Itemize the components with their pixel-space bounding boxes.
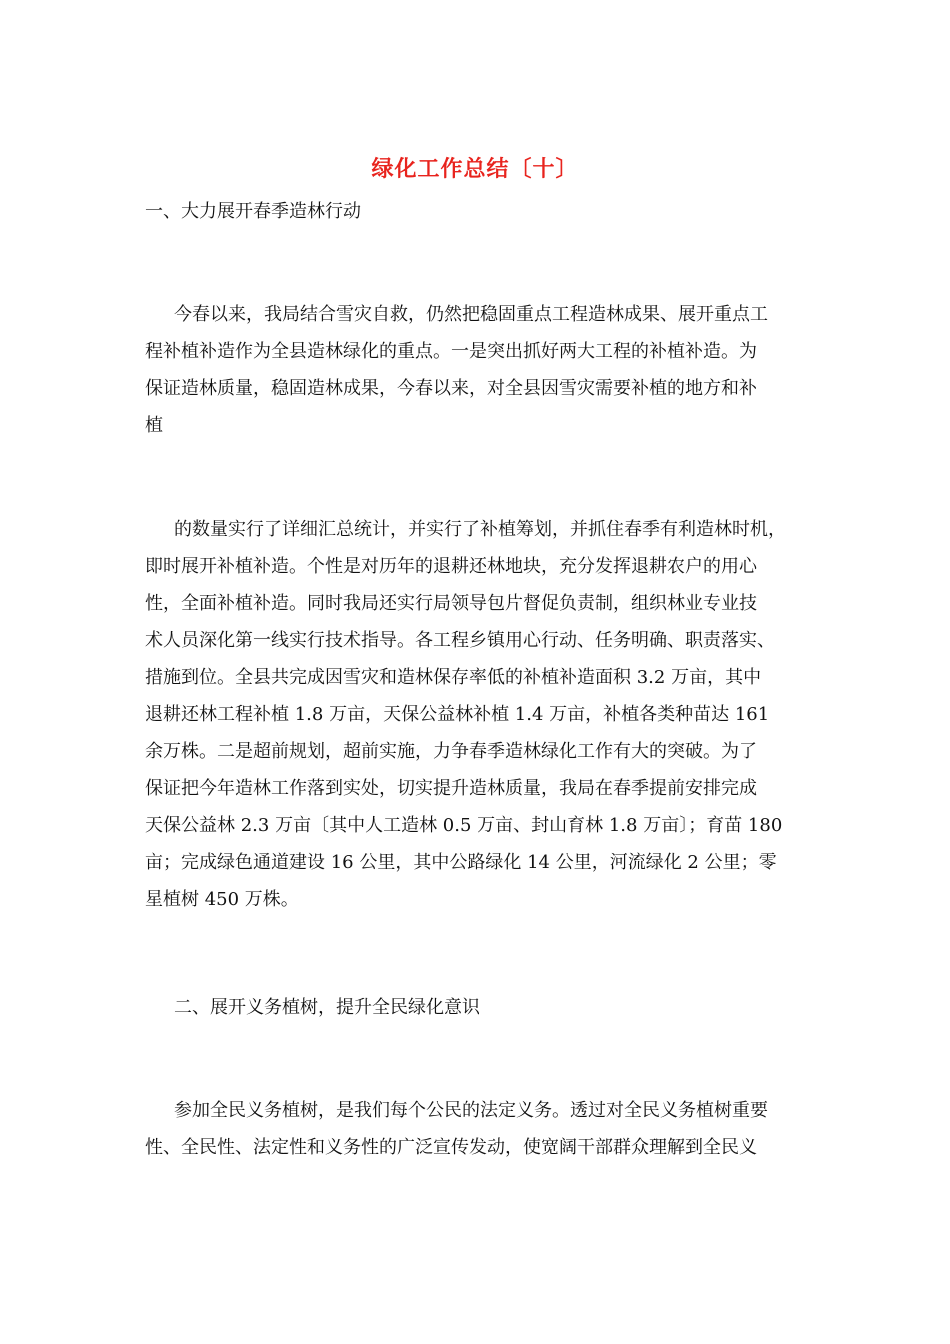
document-title: 绿化工作总结〔十〕 xyxy=(371,157,579,182)
paragraph-line: 即时展开补植补造。个性是对历年的退耕还林地块，充分发挥退耕农户的用心 xyxy=(145,556,757,577)
paragraph-line: 保证把今年造林工作落到实处，切实提升造林质量，我局在春季提前安排完成 xyxy=(145,778,757,799)
paragraph-line: 的数量实行了详细汇总统计，并实行了补植筹划，并抓住春季有利造林时机， xyxy=(174,519,786,540)
paragraph-line: 措施到位。全县共完成因雪灾和造林保存率低的补植补造面积 3.2 万亩，其中 xyxy=(145,667,762,688)
paragraph-line: 程补植补造作为全县造林绿化的重点。一是突出抓好两大工程的补植补造。为 xyxy=(145,341,757,362)
paragraph-2 xyxy=(145,511,815,918)
paragraph-line: 性、全民性、法定性和义务性的广泛宣传发动，使宽阔干部群众理解到全民义 xyxy=(145,1137,757,1158)
paragraph-1 xyxy=(145,296,815,444)
section-heading-1: 一、大力展开春季造林行动 xyxy=(145,201,361,222)
paragraph-line: 余万株。二是超前规划，超前实施，力争春季造林绿化工作有大的突破。为了 xyxy=(145,741,757,762)
paragraph-line: 退耕还林工程补植 1.8 万亩，天保公益林补植 1.4 万亩，补植各类种苗达 161 xyxy=(145,704,770,725)
paragraph-line: 性，全面补植补造。同时我局还实行局领导包片督促负责制，组织林业专业技 xyxy=(145,593,757,614)
paragraph-line: 植 xyxy=(145,415,163,436)
paragraph-line: 天保公益林 2.3 万亩〔其中人工造林 0.5 万亩、封山育林 1.8 万亩〕；育苗 180 xyxy=(145,815,783,836)
section-heading-2: 二、展开义务植树，提升全民绿化意识 xyxy=(174,997,480,1018)
paragraph-line: 术人员深化第一线实行技术指导。各工程乡镇用心行动、任务明确、职责落实、 xyxy=(145,630,775,651)
paragraph-line: 星植树 450 万株。 xyxy=(145,889,299,910)
paragraph-line: 今春以来，我局结合雪灾自救，仍然把稳固重点工程造林成果、展开重点工 xyxy=(174,304,768,325)
paragraph-line: 亩；完成绿色通道建设 16 公里，其中公路绿化 14 公里，河流绿化 2 公里；零 xyxy=(145,852,777,873)
paragraph-3 xyxy=(145,1092,815,1166)
paragraph-line: 参加全民义务植树，是我们每个公民的法定义务。透过对全民义务植树重要 xyxy=(174,1100,768,1121)
paragraph-line: 保证造林质量，稳固造林成果，今春以来，对全县因雪灾需要补植的地方和补 xyxy=(145,378,757,399)
